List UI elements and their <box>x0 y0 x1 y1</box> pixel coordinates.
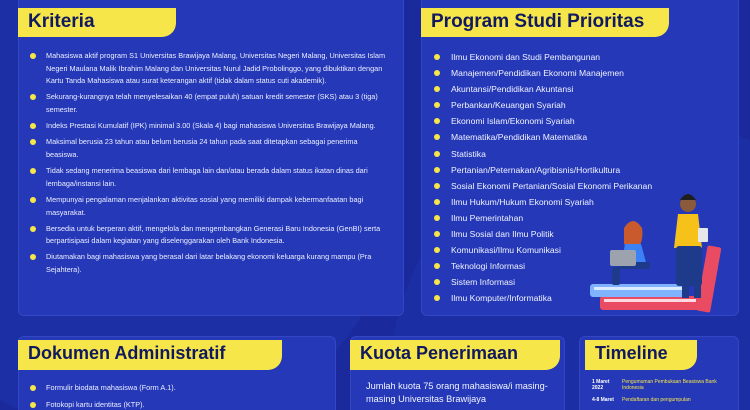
timeline-date: 4-8 Maret <box>592 397 614 403</box>
list-item <box>30 165 390 190</box>
prodi-item-text: Sosial Ekonomi Pertanian/Sosial Ekonomi Perikanan <box>451 180 653 191</box>
prodi-item-text: Ilmu Pemerintahan <box>451 212 524 223</box>
kriteria-item-text: Indeks Prestasi Kumulatif (IPK) minimal 3.00 (Skala 4) bagi mahasiswa Universitas Brawijaya Malang. <box>46 121 376 131</box>
bullet-icon <box>434 263 440 269</box>
bullet-icon <box>30 385 36 391</box>
prodi-title: Program Studi Prioritas <box>421 8 669 37</box>
timeline-text: Pengumuman Pembukaan Beasiswa Bank Indonesia <box>622 379 717 391</box>
kriteria-item-text: Diutamakan bagi mahasiswa yang berasal dari latar belakang ekonomi keluarga kurang mampu (Pra Sejahtera). <box>46 252 372 275</box>
bullet-icon <box>30 226 36 232</box>
bullet-icon <box>434 70 440 76</box>
prodi-item-text: Ilmu Ekonomi dan Studi Pembangunan <box>451 52 601 62</box>
prodi-item-text: Ilmu Komputer/Informatika <box>451 293 552 304</box>
kuota-title: Kuota Penerimaan <box>350 340 560 370</box>
kriteria-item-text: Mahasiswa aktif program S1 Universitas Brawijaya Malang, Universitas Negeri Malang, Universitas Islam Negeri Maulana Malik Ibrahim Malang dan Universitas Nurul Jadid Probolinggo, yang dibuktikan dengan Kartu Tanda Mahasiswa atau surat keterangan aktif (tidak dalam status cuti akademik). <box>46 51 386 86</box>
list-item <box>30 194 390 219</box>
kriteria-item-text: Bersedia untuk berperan aktif, mengelola dan mengembangkan Generasi Baru Indonesia (GenBI) serta berpartisipasi dalam kegiatan yang diselenggarakan oleh Bank Indonesia. <box>46 223 381 246</box>
bullet-icon <box>30 402 36 408</box>
list-item <box>30 50 390 88</box>
bullet-icon <box>30 53 36 59</box>
bullet-icon <box>434 167 440 173</box>
bullet-icon <box>434 102 440 108</box>
bullet-icon <box>30 254 36 260</box>
bullet-icon <box>434 231 440 237</box>
kriteria-title: Kriteria <box>18 8 176 37</box>
bullet-icon <box>434 134 440 140</box>
timeline-row <box>592 397 737 409</box>
timeline-row <box>592 379 737 393</box>
bullet-icon <box>30 168 36 174</box>
bullet-icon <box>434 54 440 60</box>
dokumen-title: Dokumen Administratif <box>18 340 282 370</box>
prodi-item-text: Sistem Informasi <box>451 277 515 288</box>
bullet-icon <box>434 86 440 92</box>
bullet-icon <box>434 247 440 253</box>
bullet-icon <box>434 295 440 301</box>
prodi-item-text: Pertanian/Peternakan/Agribisnis/Hortikultura <box>451 164 621 175</box>
kriteria-item-text: Sekurang-kurangnya telah menyelesaikan 40 (empat puluh) satuan kredit semester (SKS) atau 3 (tiga) semester. <box>46 92 378 114</box>
prodi-item-text: Matematika/Pendidikan Matematika <box>451 132 588 143</box>
list-item <box>434 132 664 143</box>
bullet-icon <box>30 123 36 129</box>
bullet-icon <box>30 139 36 145</box>
kuota-text: Jumlah kuota 75 orang mahasiswa/i masing-masing Universitas Brawijaya <box>366 381 548 404</box>
prodi-item-text: Akuntansi/Pendidikan Akuntansi <box>451 84 574 95</box>
list-item <box>30 223 390 248</box>
list-item <box>434 100 664 111</box>
dokumen-list <box>30 382 320 410</box>
prodi-item-text: Manajemen/Pendidikan Ekonomi Manajemen <box>451 68 624 79</box>
prodi-item-text: Perbankan/Keuangan Syariah <box>451 100 566 111</box>
timeline-text: Pendaftaran dan pengumpulan <box>622 397 691 403</box>
kriteria-item-text: Maksimal berusia 23 tahun atau belum berusia 24 tahun pada saat ditetapkan sebagai penerima beasiswa. <box>46 137 358 159</box>
list-item <box>434 68 664 79</box>
list-item <box>30 251 390 276</box>
timeline-date: 1 Maret 2022 <box>592 379 610 391</box>
prodi-item-text: Statistika <box>451 148 486 159</box>
list-item <box>30 399 320 410</box>
prodi-item-text: Ilmu Sosial dan Ilmu Politik <box>451 229 554 240</box>
bullet-icon <box>434 118 440 124</box>
prodi-item-text: Komunikasi/Ilmu Komunikasi <box>451 245 561 256</box>
bullet-icon <box>434 199 440 205</box>
bullet-icon <box>30 94 36 100</box>
list-item <box>434 116 664 127</box>
dokumen-item-text: Formulir biodata mahasiswa (Form A.1). <box>46 383 176 392</box>
bullet-icon <box>434 279 440 285</box>
bullet-icon <box>30 197 36 203</box>
students-illustration <box>590 188 740 328</box>
list-item <box>434 165 664 176</box>
list-item <box>434 84 664 95</box>
bullet-icon <box>434 151 440 157</box>
list-item <box>30 136 390 161</box>
kriteria-list <box>30 50 390 280</box>
prodi-item-text: Teknologi Informasi <box>451 261 526 272</box>
bullet-icon <box>434 215 440 221</box>
list-item <box>434 149 664 160</box>
kriteria-item-text: Mempunyai pengalaman menjalankan aktivitas sosial yang memiliki dampak kebermanfaatan bagi masyarakat. <box>46 194 364 217</box>
dokumen-item-text: Fotokopi kartu identitas (KTP). <box>46 400 145 409</box>
list-item <box>30 91 390 116</box>
prodi-item-text: Ekonomi Islam/Ekonomi Syariah <box>451 116 575 127</box>
list-item <box>30 382 320 393</box>
prodi-item-text: Ilmu Hukum/Hukum Ekonomi Syariah <box>451 196 594 207</box>
kriteria-item-text: Tidak sedang menerima beasiswa dari lembaga lain dan/atau berada dalam status ikatan dinas dari lembaga/instansi lain. <box>46 166 368 188</box>
list-item <box>434 52 664 63</box>
list-item <box>30 120 390 133</box>
timeline-title: Timeline <box>585 340 697 370</box>
bullet-icon <box>434 183 440 189</box>
